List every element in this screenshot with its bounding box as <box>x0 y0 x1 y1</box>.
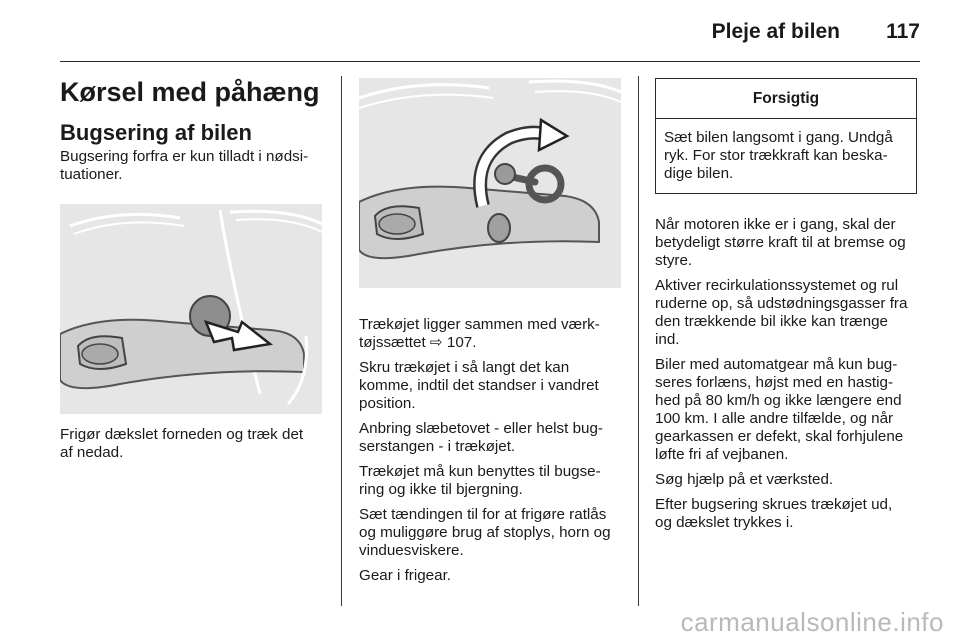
ignition-instruction: Sæt tændingen til for at frigøre ratlås og muliggøre brug af stoplys, horn og vinduesviskere. <box>359 506 611 559</box>
right-column <box>655 76 927 539</box>
cover-illustration <box>60 204 322 414</box>
neutral-gear-instruction: Gear i frigear. <box>359 567 452 584</box>
workshop-advice: Søg hjælp på et værksted. <box>655 471 834 488</box>
watermark: carmanualsonline.info <box>680 607 944 637</box>
page-header <box>60 0 920 62</box>
recirculation-instruction: Aktiver recirkulationssystemet og rul ruderne op, så udstødningsgasser fra den trækkende bil ikke kan trænge ind. <box>655 277 908 348</box>
reference-page-link[interactable]: 107. <box>446 334 477 351</box>
intro-paragraph: Bugsering forfra er kun tilladt i nødsi- tuationer. <box>60 148 309 183</box>
section-title: Kørsel med påhæng <box>60 77 320 107</box>
reference-arrow-icon: ⇨ <box>429 334 443 351</box>
after-towing-instruction: Efter bugsering skrues trækøjet ud, og dækslet trykkes i. <box>655 496 893 531</box>
caution-box <box>655 78 917 194</box>
attach-rope-instruction: Anbring slæbetovet - eller helst bug- serstangen - i trækøjet. <box>359 420 603 455</box>
subsection-title: Bugsering af bilen <box>60 120 252 145</box>
caution-title: Forsigtig <box>656 79 916 119</box>
towing-eye-illustration <box>359 78 621 288</box>
towing-eye-location: Trækøjet ligger sammen med værk- tøjssættet ⇨ 107. <box>359 316 600 351</box>
middle-column <box>359 72 629 592</box>
screw-in-instruction: Skru trækøjet i så langt det kan komme, indtil det standser i vandret position. <box>359 359 599 412</box>
left-column <box>60 72 330 469</box>
engine-off-warning: Når motoren ikke er i gang, skal der betydeligt større kraft til at bremse og styre. <box>655 216 906 269</box>
column-divider-2 <box>638 76 639 606</box>
automatic-gear-rule: Biler med automatgear må kun bug- seres forlæns, højst med en hastig- hed på 80 km/h og ikke længere end 100 km. I alle andre tilfælde, og når gearkassen er defekt, skal forhjulene løfte fri af vejbanen. <box>655 356 904 463</box>
cover-caption: Frigør dækslet forneden og træk det af nedad. <box>60 426 304 461</box>
column-divider-1 <box>341 76 342 606</box>
header-title: Pleje af bilen <box>711 20 840 43</box>
caution-text: Sæt bilen langsomt i gang. Undgå ryk. For stor trækkraft kan beska- dige bilen. <box>664 129 893 182</box>
usage-restriction: Trækøjet må kun benyttes til bugse- ring og ikke til bjergning. <box>359 463 601 498</box>
page-number: 117 <box>886 20 920 43</box>
